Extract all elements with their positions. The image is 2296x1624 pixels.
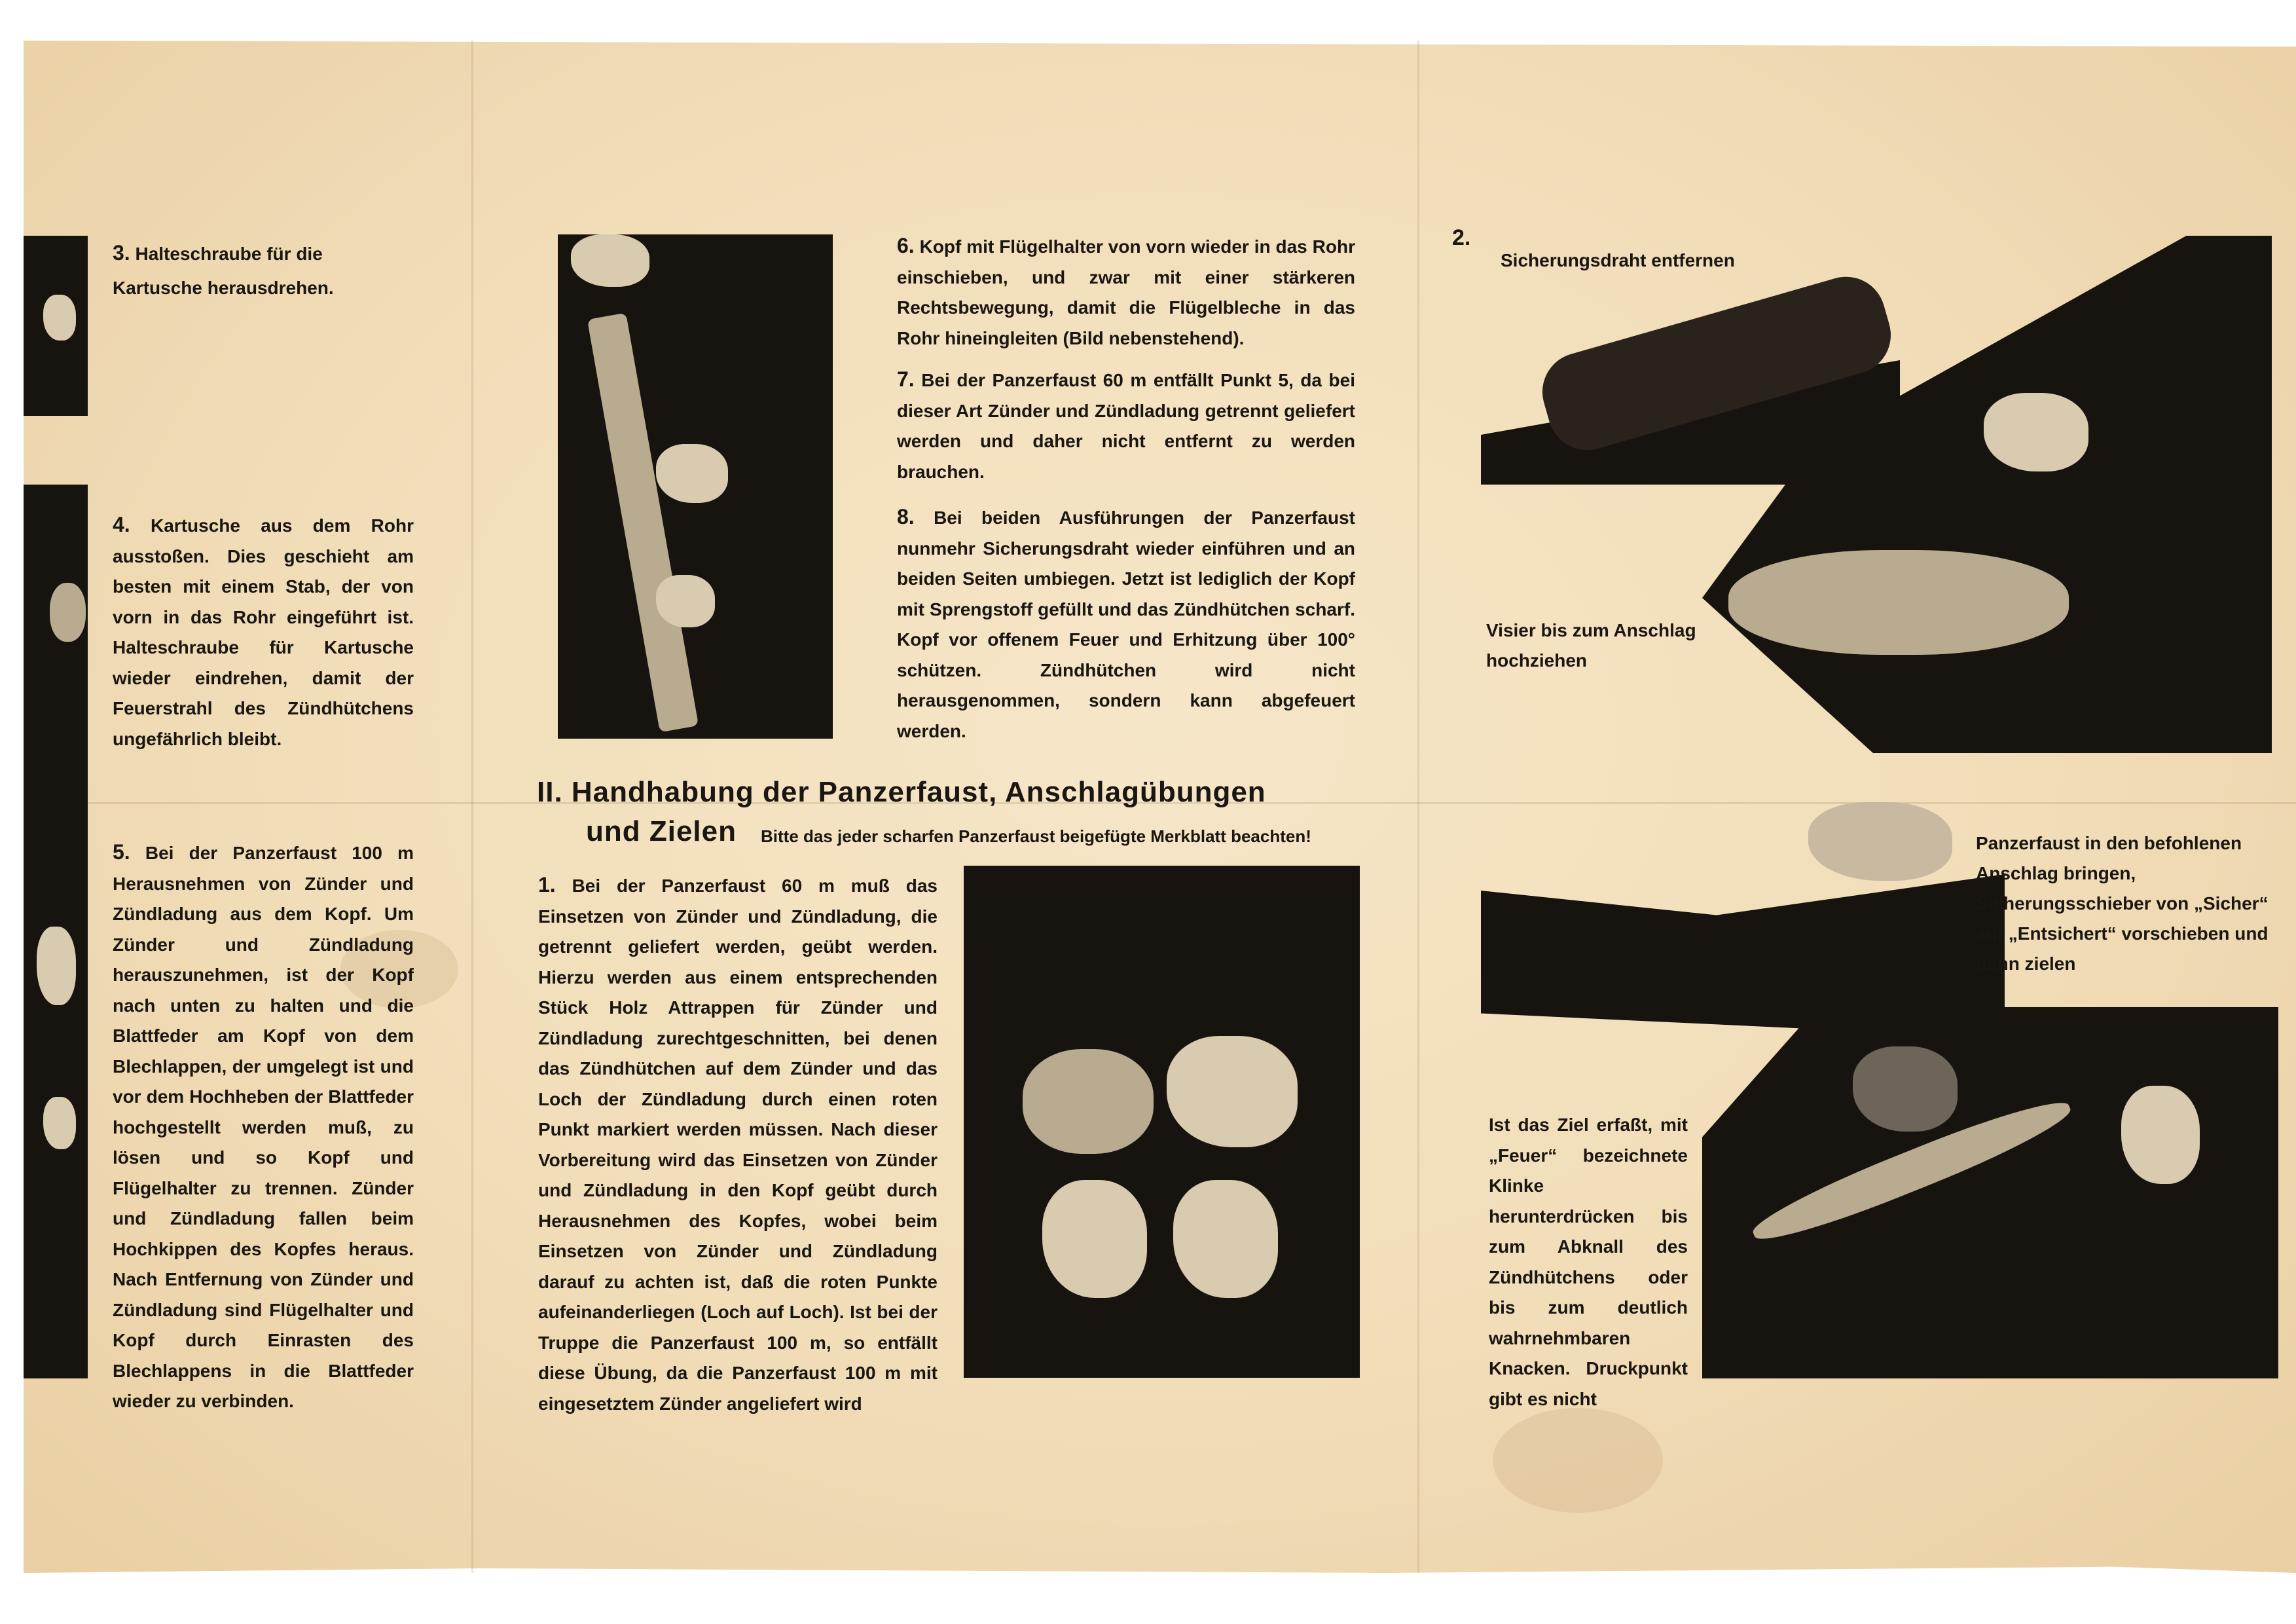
section-note: Bitte das jeder scharfen Panzerfaust beigefügte Merkblatt beachten!	[761, 826, 1311, 846]
fold-crease	[471, 41, 473, 1573]
paper-stain	[1493, 1408, 1663, 1513]
section-heading: II. Handhabung der Panzerfaust, Anschlagübungen	[537, 776, 1266, 808]
item-1	[538, 870, 938, 1419]
item-3	[113, 236, 414, 305]
caption-ziel: Ist das Ziel erfaßt, mit „Feuer“ bezeichnete Klinke herunterdrücken bis zum Abknall des Zündhütchens oder bis zum deutlich wahrnehmbaren Knacken. Druckpunkt gibt es nicht	[1489, 1115, 1688, 1409]
item-4	[113, 509, 414, 754]
photo-left-edge-3	[24, 730, 88, 1378]
fold-crease	[1417, 41, 1419, 1573]
item-5-text: Bei der Panzerfaust 100 m Herausnehmen von Zünder und Zündladung aus dem Kopf. Um Zünder und Zündladung herauszunehmen, ist der Kopf nach unten zu halten und die Blattfeder am Kopf von dem Blechlappen, der umgelegt ist und vor dem Hochheben der Blattfeder hochgestellt werden muß, zu lösen und so Kopf und Flügelhalter zu trennen. Zünder und Zündladung fallen beim Hochkippen des Kopfes heraus. Nach Entfernung von Zünder und Zündladung sind Flügelhalter und Kopf durch Einrasten des Blechlappens in die Blattfeder wieder zu verbinden.	[113, 843, 414, 1411]
item-6	[897, 231, 1355, 354]
item-8	[897, 502, 1355, 747]
item-6-text: Kopf mit Flügelhalter von vorn wieder in das Rohr einschieben, und zwar mit einer stärkeren Rechtsbewegung, damit die Flügelbleche in das Rohr hineingleiten (Bild nebenstehend).	[897, 236, 1355, 348]
item-5	[113, 837, 414, 1417]
photo-rohr-einschieben	[558, 234, 833, 739]
item-8-text-2: Jetzt ist lediglich der Kopf mit Sprengstoff gefüllt und das Zündhütchen scharf. Kopf vor offenem Feuer und Erhitzung über 100° schützen. Zündhütchen wird nicht herausgenommen, sondern kann abgefeuert werden.	[897, 568, 1355, 741]
item-4-number: 4.	[113, 513, 130, 536]
item-7-text: Bei der Panzerfaust 60 m entfällt Punkt 5, da bei dieser Art Zünder und Zündladung getrennt geliefert werden und daher nicht entfernt zu werden brauchen.	[897, 370, 1355, 482]
item-4-text: Kartusche aus dem Rohr ausstoßen. Dies geschieht am besten mit einem Stab, der von vorn in das Rohr eingeführt ist. Halteschraube für Kartusche wieder eindrehen, damit der Feuerstrahl des Zündhütchens ungefährlich bleibt.	[113, 515, 414, 749]
item-3-text: Halteschraube für die Kartusche herausdrehen.	[113, 244, 334, 298]
section-heading-line-2: und Zielen	[586, 815, 737, 847]
item-6-number: 6.	[897, 234, 915, 257]
photo-anschlag	[1481, 796, 2031, 1038]
item-7	[897, 364, 1355, 487]
caption-anschlag: Panzerfaust in den befohlenen Anschlag bringen, Sicherungsschieber von „Sicher“ auf „Entsichert“ vorschieben und dann zielen	[1976, 833, 2269, 974]
photo-left-edge-1	[24, 236, 88, 416]
item-5-number: 5.	[113, 840, 130, 864]
item-1-number: 1.	[538, 873, 556, 896]
photo-zuender-einsetzen	[964, 866, 1360, 1378]
item-3-number: 3.	[113, 241, 130, 265]
item-2-number: 2.	[1452, 225, 1471, 250]
caption-visier: Visier bis zum Anschlag hochziehen	[1486, 620, 1696, 671]
item-1-text: Bei der Panzerfaust 60 m muß das Einsetzen von Zünder und Zündladung, die getrennt geliefert werden, geübt werden. Hierzu werden aus einem entsprechenden Stück Holz Attrappen für Zünder und Zündladung zurechtgeschnitten, bei denen das Zündhütchen auf dem Zünder und das Loch der Zündladung durch einen roten Punkt markiert werden müssen. Nach dieser Vorbereitung wird das Einsetzen von Zünder und Zündladung in den Kopf geübt durch Herausnehmen des Kopfes, wobei beim Einsetzen von Zünder und Zündladung darauf zu achten ist, daß die roten Punkte aufeinanderliegen (Loch auf Loch). Ist bei der Truppe die Panzerfaust 100 m, so entfällt diese Übung, da die Panzerfaust 100 m mit eingesetztem Zünder angeliefert wird	[538, 876, 938, 1414]
item-8-number: 8.	[897, 505, 915, 528]
caption-sicherungsdraht: Sicherungsdraht entfernen	[1501, 250, 1735, 270]
photo-left-edge-2	[24, 485, 88, 733]
item-7-number: 7.	[897, 367, 915, 391]
item-8-text: Bei beiden Ausführungen der Panzerfaust nunmehr Sicherungsdraht wieder einführen und an beiden Seiten umbiegen.	[897, 507, 1355, 589]
photo-soldat-zielen	[1702, 1007, 2278, 1378]
